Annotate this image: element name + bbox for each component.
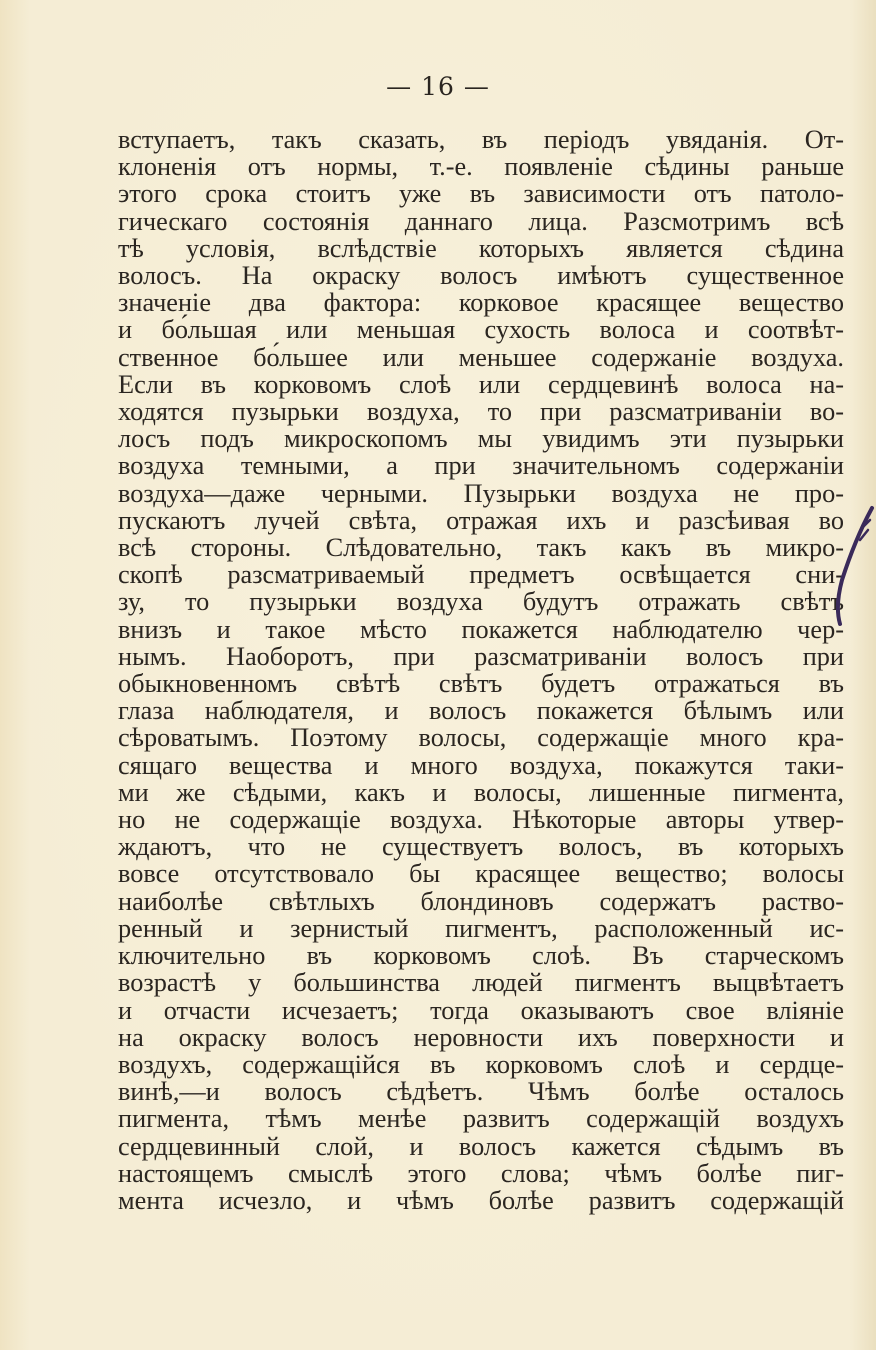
text-line: ходятся пузырьки воздуха, то при разсматриваніи во- [118,397,844,427]
text-line: и бо́льшая или меньшая сухость волоса и соотвѣт- [118,315,844,345]
text-line: внизъ и такое мѣсто покажется наблюдателю чер- [118,614,844,644]
text-line: настоящемъ смыслѣ этого слова; чѣмъ болѣе пиг- [118,1158,844,1188]
text-line: всѣ стороны. Слѣдовательно, такъ какъ въ микро- [118,533,844,563]
text-line: скопѣ разсматриваемый предметъ освѣщается сни- [118,560,844,590]
text-line: волосъ. На окраску волосъ имѣютъ существенное [118,261,844,291]
text-line: наиболѣе свѣтлыхъ блондиновъ содержатъ раство- [118,886,844,916]
text-line: пигмента, тѣмъ менѣе развитъ содержащій воздухъ [118,1104,844,1134]
text-line: сѣроватымъ. Поэтому волосы, содержащіе много кра- [118,723,844,753]
text-line: возрастѣ у большинства людей пигментъ выцвѣтаетъ [118,968,844,998]
text-line: ждаютъ, что не существуетъ волосъ, въ которыхъ [118,832,844,862]
text-line: на окраску волосъ неровности ихъ поверхности и [118,1022,844,1052]
text-line: этого срока стоитъ уже въ зависимости отъ патоло- [118,179,844,209]
text-line: но не содержащіе воздуха. Нѣкоторые авторы утвер- [118,805,844,835]
text-line: воздуха темными, а при значительномъ содержаніи [118,451,844,481]
text-line: мента исчезло, и чѣмъ болѣе развитъ содержащій [118,1185,844,1215]
text-line: сердцевинный слой, и волосъ кажется сѣдымъ въ [118,1131,844,1161]
body-text [118,126,844,1214]
text-line: зу, то пузырьки воздуха будутъ отражать свѣтъ [118,587,844,617]
page-number: — 16 — [386,72,490,101]
text-line: тѣ условія, вслѣдствіе которыхъ является сѣдина [118,233,844,263]
text-line: ключительно въ корковомъ слоѣ. Въ старческомъ [118,941,844,971]
text-line: ми же сѣдыми, какъ и волосы, лишенные пигмента, [118,777,844,807]
text-line: пускаютъ лучей свѣта, отражая ихъ и разсѣивая во [118,505,844,535]
text-line: и отчасти исчезаетъ; тогда оказываютъ свое вліяніе [118,995,844,1025]
text-line: винѣ,—и волосъ сѣдѣетъ. Чѣмъ болѣе осталось [118,1077,844,1107]
text-line: обыкновенномъ свѣтѣ свѣтъ будетъ отражаться въ [118,669,844,699]
text-line: значеніе два фактора: корковое красящее вещество [118,288,844,318]
text-line: глаза наблюдателя, и волосъ покажется бѣлымъ или [118,696,844,726]
text-line: воздуха—даже черными. Пузырьки воздуха не про- [118,478,844,508]
text-line: Если въ корковомъ слоѣ или сердцевинѣ волоса на- [118,369,844,399]
text-line: вовсе отсутствовало бы красящее вещество; волосы [118,859,844,889]
text-line: клоненія отъ нормы, т.-е. появленіе сѣдины раньше [118,152,844,182]
text-line: нымъ. Наоборотъ, при разсматриваніи волосъ при [118,641,844,671]
text-line: сящаго вещества и много воздуха, покажутся таки- [118,750,844,780]
text-line: воздухъ, содержащійся въ корковомъ слоѣ и сердце- [118,1049,844,1079]
text-line: вступаетъ, такъ сказать, въ періодъ увяданія. От- [118,125,844,154]
text-line: ренный и зернистый пигментъ, расположенный ис- [118,913,844,943]
text-line: ственное бо́льшее или меньшее содержаніе воздуха. [118,342,844,372]
text-line: гическаго состоянія даннаго лица. Разсмотримъ всѣ [118,206,844,236]
text-line: лосъ подъ микроскопомъ мы увидимъ эти пузырьки [118,424,844,454]
